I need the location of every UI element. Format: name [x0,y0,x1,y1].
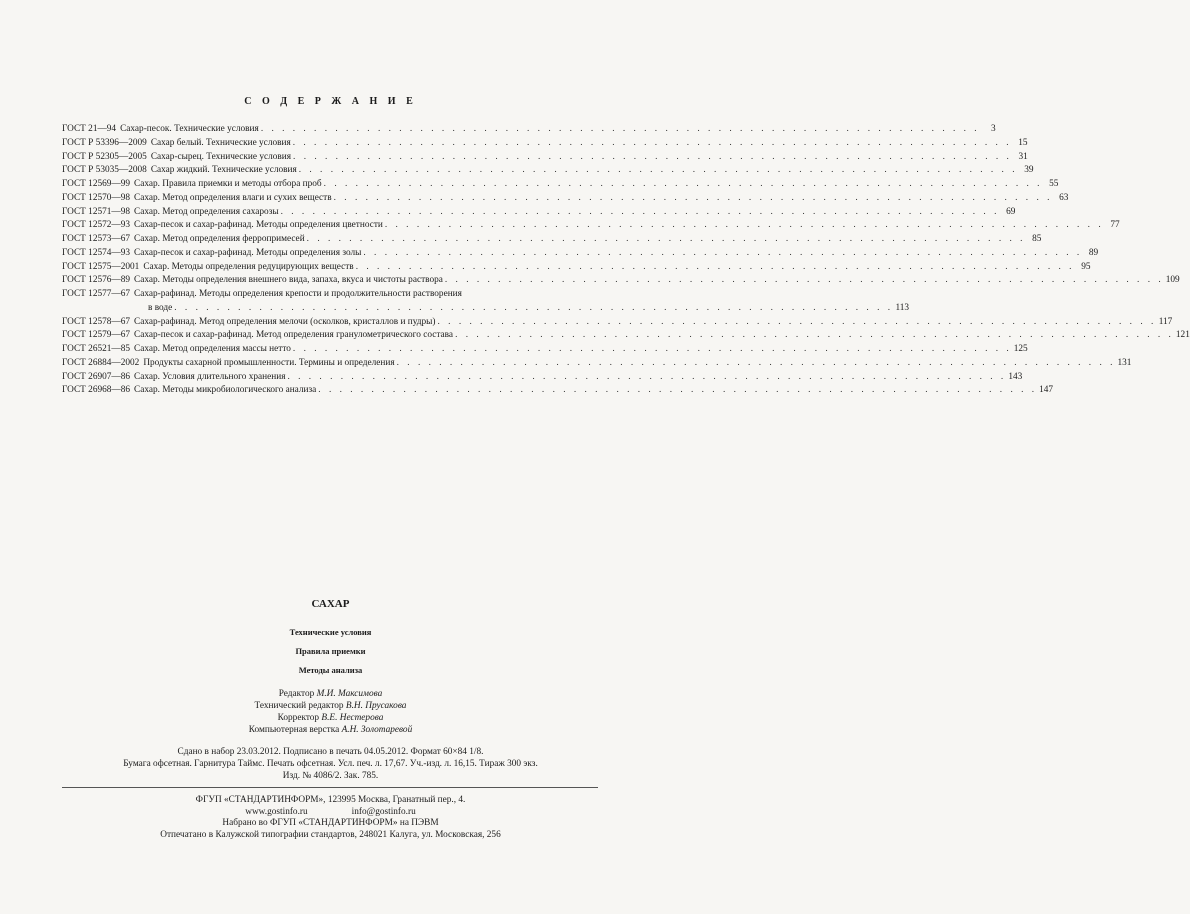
toc-entry-title: Сахар-рафинад. Метод определения мелочи (осколков, кристаллов и пудры) [134,316,436,327]
toc-leader: . . . . . . . . . . . . . . . . . . . . . . . . . . . . . . . . . . . . . . . . . . . . . . . . . . . . . . . . . . . . . . . . . . . . [280,206,1000,217]
toc-leader: . . . . . . . . . . . . . . . . . . . . . . . . . . . . . . . . . . . . . . . . . . . . . . . . . . . . . . . . . . . . . . . . . . . . [293,151,1012,162]
toc-entry [62,289,598,303]
toc-entry-page: 89 [1088,247,1099,258]
toc-leader: . . . . . . . . . . . . . . . . . . . . . . . . . . . . . . . . . . . . . . . . . . . . . . . . . . . . . . . . . . . . . . . . . . . . [444,275,1164,286]
toc-entry-page: 69 [1006,206,1016,217]
imprint-block [0,746,661,782]
toc-entry-code: ГОСТ Р 53396—2009 [62,137,147,148]
toc-entry [62,220,1120,234]
toc-entry-code: ГОСТ 12579—67 [62,330,131,341]
toc-entry-page: 131 [1117,357,1132,368]
toc-leader: . . . . . . . . . . . . . . . . . . . . . . . . . . . . . . . . . . . . . . . . . . . . . . . . . . . . . . . . . . . . . . . . . . . . [260,124,980,134]
toc-entry-title: Сахар. Методы микробиологического анализа [134,385,317,396]
toc-entry-title: Сахар. Метод определения массы нетто [134,344,291,354]
toc-entry-code: ГОСТ 12570—98 [62,192,131,203]
toc-entry-code: ГОСТ 12572—93 [62,220,131,231]
toc-entry-page: 39 [1024,165,1034,176]
credits-block [0,688,661,736]
imprint-line: Бумага офсетная. Гарнитура Таймс. Печать офсетная. Усл. печ. л. 17,67. Уч.-изд. л. 16,15. Тираж 300 экз. [123,759,538,769]
toc-entry [62,330,1190,344]
printing-note: Отпечатано в Калужской типографии стандартов, 248021 Калуга, ул. Московская, 256 [160,829,501,840]
credit-layout: Компьютерная верстка А.Н. Золотаревой [248,725,413,735]
toc-entry-page: 85 [1032,234,1042,244]
credit-tech-editor: Технический редактор В.Н. Прусакова [254,701,407,711]
toc-entry [62,192,1069,207]
toc-entry-page: 109 [1165,275,1180,286]
toc-entry-code: ГОСТ Р 52305—2005 [62,151,147,162]
toc-entry-page: 63 [1059,192,1069,203]
toc-entry-title: Сахар. Методы определения редуцирующих веществ [143,261,354,272]
toc-entry [62,371,1023,386]
typeset-note: Набрано во ФГУП «СТАНДАРТИНФОРМ» на ПЭВМ [222,818,439,828]
toc-entry-code: ГОСТ 12576—89 [62,275,131,286]
toc-leader: . . . . . . . . . . . . . . . . . . . . . . . . . . . . . . . . . . . . . . . . . . . . . . . . . . . . . . . . . . . . . . . . . . . . [323,179,1043,189]
toc-entry-title: Сахар. Правила приемки и методы отбора проб [134,179,322,189]
toc-entry-title: Сахар-песок. Технические условия [120,124,259,134]
toc-entry [62,124,996,138]
toc-entry-title: Сахар. Условия длительного хранения [134,371,286,382]
toc-leader: . . . . . . . . . . . . . . . . . . . . . . . . . . . . . . . . . . . . . . . . . . . . . . . . . . . . . . . . . . . . . . . . . . . . [355,261,1075,272]
toc-entry-code: ГОСТ 12578—67 [62,316,131,327]
toc-entry-code: ГОСТ 12569—99 [62,179,131,189]
toc-entry-code: ГОСТ 12573—67 [62,234,131,244]
toc-entry [62,165,1034,179]
subtitle-analysis-methods: Методы анализа [298,665,363,675]
toc-entry-code: ГОСТ 26907—86 [62,371,131,382]
toc-leader: . . . . . . . . . . . . . . . . . . . . . . . . . . . . . . . . . . . . . . . . . . . . . . . . . . . . . . . . . . . . . . . . . . . . [363,247,1083,258]
toc-entry-code: ГОСТ 26884—2002 [62,357,140,368]
toc-entry-code: ГОСТ 26968—86 [62,385,131,396]
toc-entry [62,275,1180,289]
toc-entry-title: Сахар-песок и сахар-рафинад. Методы определения золы [134,247,362,258]
toc-entry-code: ГОСТ 26521—85 [62,344,131,354]
toc-leader: . . . . . . . . . . . . . . . . . . . . . . . . . . . . . . . . . . . . . . . . . . . . . . . . . . . . . . . . . . . . . . . . . . . . [287,371,1007,382]
toc-entry-title: Сахар. Метод определения сахарозы [134,206,279,217]
toc-leader: . . . . . . . . . . . . . . . . . . . . . . . . . . . . . . . . . . . . . . . . . . . . . . . . . . . . . . . . . . . . . . . . . . . . [306,234,1026,244]
toc-leader: . . . . . . . . . . . . . . . . . . . . . . . . . . . . . . . . . . . . . . . . . . . . . . . . . . . . . . . . . . . . . . . . . . . . [396,357,1116,368]
toc-entry-page: 117 [1158,316,1173,327]
toc-entry-title: Сахар белый. Технические условия [150,137,291,148]
toc-entry-title: Сахар. Метод определения ферропримесей [134,234,305,244]
publisher-address: ФГУП «СТАНДАРТИНФОРМ», 123995 Москва, Гранатный пер., 4. [195,795,466,805]
imprint-line: Сдано в набор 23.03.2012. Подписано в печать 04.05.2012. Формат 60×84 1/8. [177,747,484,757]
toc-entry-page: 147 [1039,385,1054,396]
toc-entry-code: ГОСТ 12575—2001 [62,261,140,272]
toc-entry-title: Сахар. Метод определения влаги и сухих веществ [134,192,332,203]
toc-leader: . . . . . . . . . . . . . . . . . . . . . . . . . . . . . . . . . . . . . . . . . . . . . . . . . . . . . . . . . . . . . . . . . . . . [318,385,1038,396]
toc-entry-page: 95 [1081,261,1091,272]
toc-entry-title: Сахар-песок и сахар-рафинад. Методы определения цветности [134,220,383,231]
toc-entry-page: 121 [1175,330,1190,341]
toc-entry-code: ГОСТ 21—94 [62,124,117,134]
subtitle-technical-conditions: Технические условия [289,627,372,637]
subtitle-acceptance-rules: Правила приемки [295,646,366,656]
toc-entry-code: ГОСТ 12574—93 [62,247,131,258]
toc-entry-page: 113 [895,302,910,313]
website-link[interactable]: www.gostinfo.ru [245,806,308,817]
toc-leader: . . . . . . . . . . . . . . . . . . . . . . . . . . . . . . . . . . . . . . . . . . . . . . . . . . . . . . . . . . . . . . . . . . . . [292,344,1012,354]
toc-entry [62,344,1028,358]
toc-entry [62,234,1042,248]
toc-entry-title: Сахар-песок и сахар-рафинад. Метод определения гранулометрического состава [134,330,454,341]
toc-entry-code: ГОСТ Р 53035—2008 [62,165,147,176]
toc-entry-page: 15 [1018,137,1028,148]
toc-entry [62,261,1091,276]
toc-entry-code: ГОСТ 12577—67 [62,289,131,299]
toc-entry-title: Сахар-рафинад. Методы определения крепости и продолжительности растворения [134,289,462,299]
toc-entry-page: 143 [1008,371,1023,382]
toc-entry-page: 125 [1013,344,1028,354]
toc-entry-title: Продукты сахарной промышленности. Термины и определения [143,357,395,368]
publisher-contacts [0,807,661,819]
toc-leader: . . . . . . . . . . . . . . . . . . . . . . . . . . . . . . . . . . . . . . . . . . . . . . . . . . . . . . . . . . . . . . . . . . . . [437,316,1157,327]
toc-entry-title: Сахар. Методы определения внешнего вида, запаха, вкуса и чистоты раствора [134,275,443,286]
toc-leader: . . . . . . . . . . . . . . . . . . . . . . . . . . . . . . . . . . . . . . . . . . . . . . . . . . . . . . . . . . . . . . . . . . . . [455,330,1174,341]
email-link[interactable]: info@gostinfo.ru [351,806,416,817]
toc-entry [62,151,1028,166]
toc-entry [62,357,1132,372]
toc-entry [62,137,1028,152]
credit-proofreader: Корректор В.Е. Нестерова [277,713,384,723]
credit-editor: Редактор М.И. Максимова [278,689,383,699]
publisher-block [0,795,661,841]
toc-heading: С О Д Е Р Ж А Н И Е [244,96,417,107]
imprint-line: Изд. № 4086/2. Зак. 785. [282,771,379,781]
toc-entry-page: 77 [1110,220,1120,231]
toc-entry-title: Сахар-сырец. Технические условия [150,151,292,162]
toc-entry [62,206,1016,221]
toc-leader: . . . . . . . . . . . . . . . . . . . . . . . . . . . . . . . . . . . . . . . . . . . . . . . . . . . . . . . . . . . . . . . . . . . . [384,220,1104,231]
toc-leader: . . . . . . . . . . . . . . . . . . . . . . . . . . . . . . . . . . . . . . . . . . . . . . . . . . . . . . . . . . . . . . . . . . . . [174,302,894,313]
toc-entry [62,247,1099,262]
divider [62,787,598,788]
toc-entry [62,316,1173,331]
toc-leader: . . . . . . . . . . . . . . . . . . . . . . . . . . . . . . . . . . . . . . . . . . . . . . . . . . . . . . . . . . . . . . . . . . . . [298,165,1018,176]
toc-entry [62,385,1054,399]
document-title: САХАР [311,598,350,610]
toc-entry [62,179,1059,193]
toc-entry-page: 55 [1049,179,1059,189]
toc-entry-page: 3 [990,124,996,134]
toc-leader: . . . . . . . . . . . . . . . . . . . . . . . . . . . . . . . . . . . . . . . . . . . . . . . . . . . . . . . . . . . . . . . . . . . . [292,137,1012,148]
toc-leader: . . . . . . . . . . . . . . . . . . . . . . . . . . . . . . . . . . . . . . . . . . . . . . . . . . . . . . . . . . . . . . . . . . . . [333,192,1053,203]
toc-entry-continuation [62,302,910,317]
toc-entry-code: ГОСТ 12571—98 [62,206,131,217]
toc-entry-title: Сахар жидкий. Технические условия [150,165,297,176]
toc-entry-title-cont: в воде [148,302,173,313]
toc-entry-page: 31 [1018,151,1028,162]
table-of-contents [62,124,1190,399]
